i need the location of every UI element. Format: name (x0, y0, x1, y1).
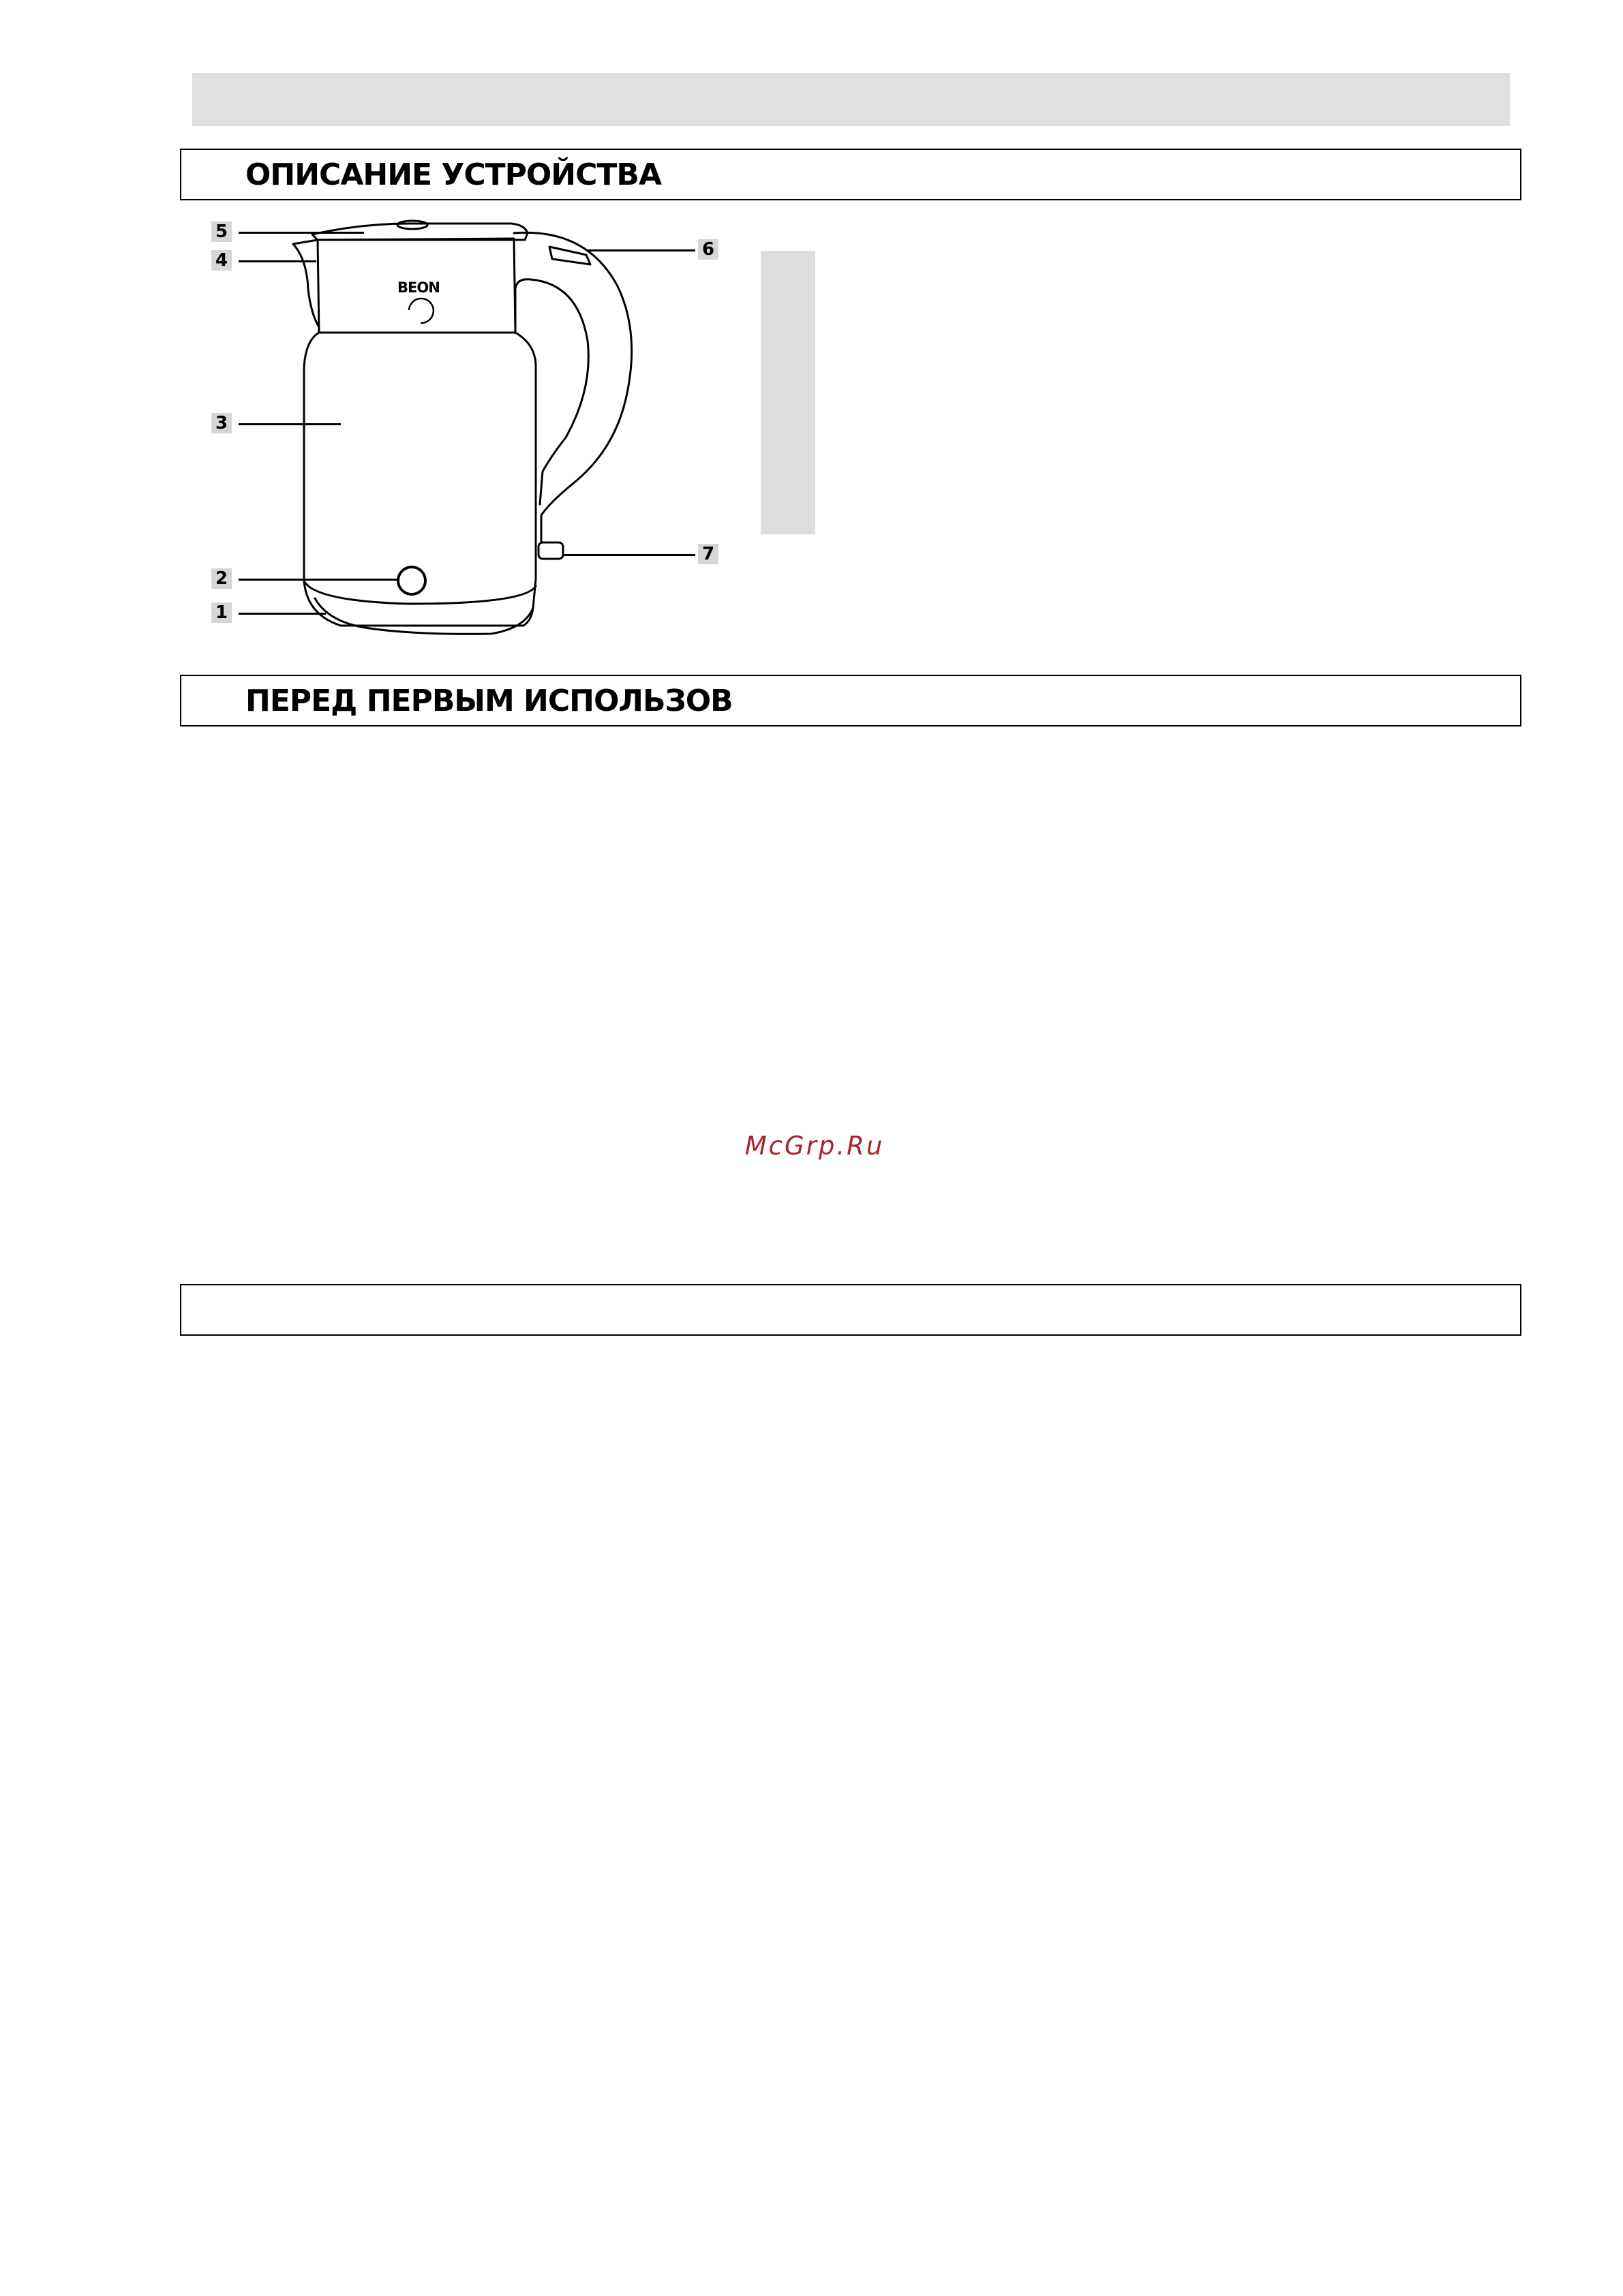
callout-7: 7 (698, 544, 718, 564)
callout-3: 3 (211, 413, 232, 433)
kettle-illustration (204, 218, 736, 654)
brand-logo: BEON (397, 279, 440, 296)
grey-column-marker (761, 251, 815, 534)
section-header-empty (180, 1284, 1521, 1336)
section-title: ПЕРЕД ПЕРВЫМ ИСПОЛЬЗОВ (245, 683, 733, 718)
callout-4: 4 (211, 250, 232, 271)
leader-line-2 (239, 579, 398, 581)
leader-line-6 (586, 249, 695, 251)
kettle-spout (293, 240, 319, 327)
power-switch (539, 542, 563, 559)
section-header-before-first-use (180, 675, 1521, 726)
lid-button (397, 221, 427, 229)
header-bar (192, 73, 1510, 126)
section-title: ОПИСАНИЕ УСТРОЙСТВА (245, 157, 662, 192)
brand-logo-ring (409, 299, 434, 323)
callout-6: 6 (698, 239, 718, 260)
leader-line-1 (239, 613, 326, 615)
kettle-handle-inner (515, 279, 588, 504)
leader-line-4 (239, 260, 316, 262)
callout-2: 2 (211, 568, 232, 589)
callout-1: 1 (211, 602, 232, 623)
leader-line-5 (239, 232, 364, 234)
indicator-light (398, 567, 425, 594)
leader-line-7 (563, 554, 695, 556)
kettle-body (304, 333, 536, 626)
kettle-diagram (204, 218, 736, 654)
section-header-device-description (180, 149, 1521, 200)
watermark: McGrp.Ru (744, 1131, 885, 1161)
callout-5: 5 (211, 221, 232, 242)
leader-line-3 (239, 423, 341, 425)
